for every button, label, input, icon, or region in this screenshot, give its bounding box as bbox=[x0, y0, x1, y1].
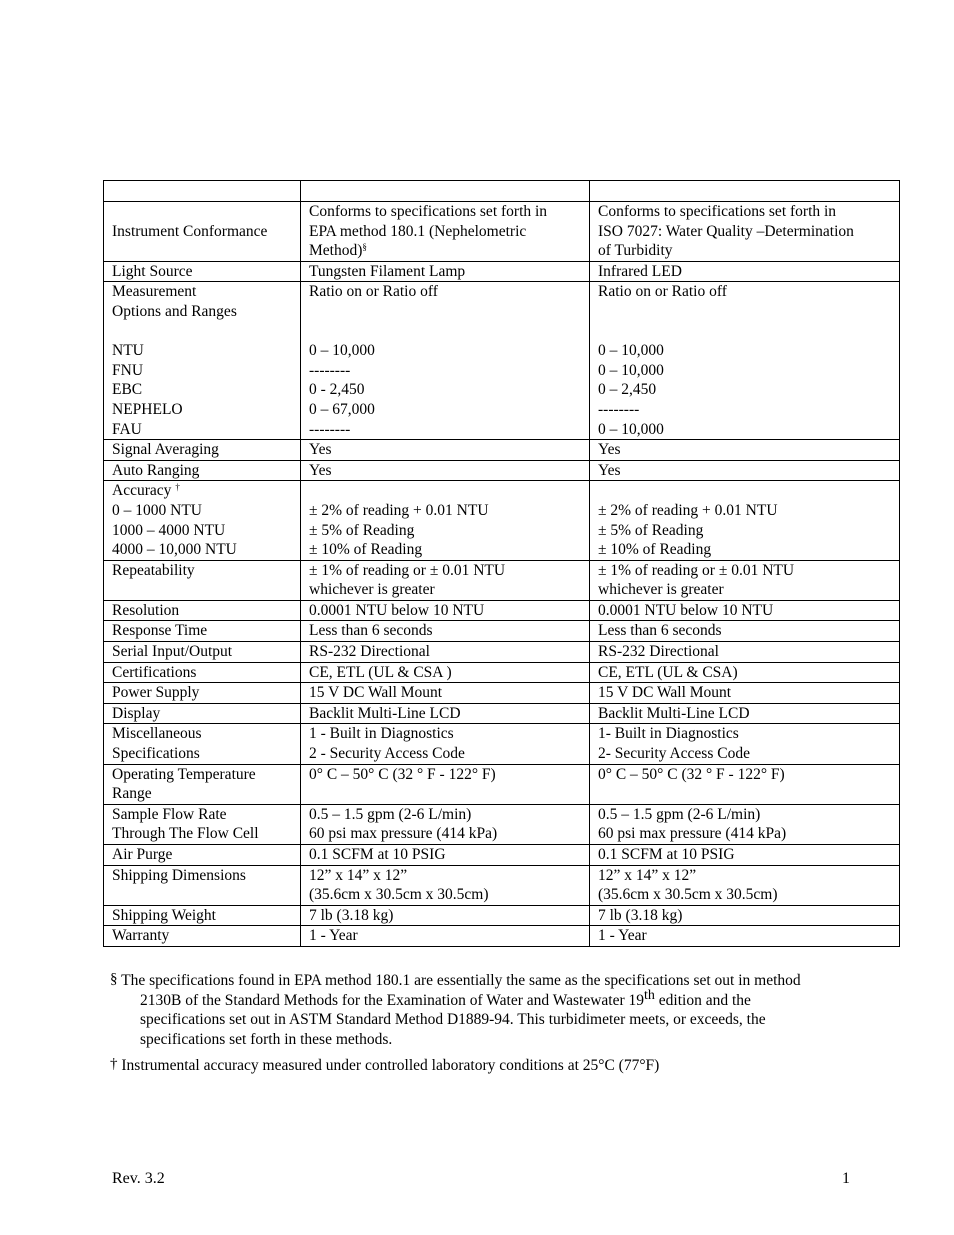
spec-value-iso-cell bbox=[590, 764, 900, 804]
footnote-section-line-1: The specifications found in EPA method 180.1 are essentially the same as the specifications set out in method bbox=[121, 972, 801, 989]
spec-label-line bbox=[112, 322, 300, 342]
spec-value-iso-line: ± 5% of Reading bbox=[598, 521, 704, 539]
spec-value-epa-line: Method)§ bbox=[309, 242, 367, 260]
spec-label-cell bbox=[104, 261, 301, 282]
footnote-reference-mark: § bbox=[362, 242, 367, 253]
table-row-light-source bbox=[104, 261, 900, 282]
table-row-sample-flow-rate bbox=[104, 804, 900, 844]
spec-label-line: Sample Flow Rate bbox=[112, 805, 227, 823]
spec-value-iso-line bbox=[598, 322, 899, 342]
spec-value-iso-cell bbox=[590, 662, 900, 683]
spec-label-line: Range bbox=[112, 785, 152, 803]
spec-value-epa-cell bbox=[301, 905, 590, 926]
spec-label-line: Resolution bbox=[112, 601, 180, 619]
spec-value-epa-cell bbox=[301, 282, 590, 440]
spec-value-epa-line: Less than 6 seconds bbox=[309, 622, 433, 640]
spec-value-epa-cell bbox=[301, 621, 590, 642]
table-row-serial-io bbox=[104, 642, 900, 663]
spec-value-epa-cell bbox=[301, 845, 590, 866]
spec-value-iso-cell bbox=[590, 202, 900, 262]
spec-value-epa-line: ± 5% of Reading bbox=[309, 521, 415, 539]
spec-label-cell bbox=[104, 804, 301, 844]
spec-value-epa-cell bbox=[301, 865, 590, 905]
spec-value-epa-line: Tungsten Filament Lamp bbox=[309, 262, 466, 280]
spec-value-iso-line: Less than 6 seconds bbox=[598, 622, 722, 640]
spec-value-epa-cell bbox=[301, 600, 590, 621]
spec-label-line: Through The Flow Cell bbox=[112, 825, 259, 843]
spec-label-line: Air Purge bbox=[112, 846, 173, 863]
spec-value-epa-cell bbox=[301, 560, 590, 600]
spec-value-epa-line: ± 2% of reading + 0.01 NTU bbox=[309, 501, 489, 519]
table-row-air-purge bbox=[104, 845, 900, 866]
spec-value-epa-line: 0 – 67,000 bbox=[309, 400, 375, 418]
spec-value-epa-line: EPA method 180.1 (Nephelometric bbox=[309, 222, 527, 240]
spec-value-epa-line: Yes bbox=[309, 461, 332, 479]
table-row-resolution bbox=[104, 600, 900, 621]
spec-value-iso-cell bbox=[590, 703, 900, 724]
spec-value-iso-line: 2- Security Access Code bbox=[598, 745, 750, 763]
spec-value-iso-line: 7 lb (3.18 kg) bbox=[598, 906, 683, 924]
spec-label-cell bbox=[104, 202, 301, 262]
spec-value-iso-cell bbox=[590, 804, 900, 844]
dagger-mark: † bbox=[110, 1056, 118, 1073]
spec-value-iso-line: 12” x 14” x 12” bbox=[598, 866, 697, 884]
spec-value-epa-line: 0 – 10,000 bbox=[309, 342, 375, 360]
table-row-signal-averaging bbox=[104, 440, 900, 461]
spec-value-epa-line: CE, ETL (UL & CSA ) bbox=[309, 663, 452, 681]
spec-value-iso-cell bbox=[590, 621, 900, 642]
footnote-dagger bbox=[110, 1055, 900, 1076]
footnote-section-line-2b: edition and the bbox=[654, 991, 751, 1009]
footnote-section-line-3: specifications set out in ASTM Standard Method D1889-94. This turbidimeter meets, or exceeds, the bbox=[140, 1011, 766, 1029]
spec-label-line: Auto Ranging bbox=[112, 461, 200, 479]
spec-value-iso-cell bbox=[590, 460, 900, 481]
spec-label-cell bbox=[104, 662, 301, 683]
spec-value-epa-line: 12” x 14” x 12” bbox=[309, 866, 408, 884]
spec-value-iso-line: ± 2% of reading + 0.01 NTU bbox=[598, 501, 778, 519]
spec-label-line: Response Time bbox=[112, 622, 208, 640]
spec-value-iso-cell bbox=[590, 845, 900, 866]
spec-value-iso-cell bbox=[590, 440, 900, 461]
spec-value-epa-line: 0° C – 50° C (32 ° F - 122° F) bbox=[309, 765, 496, 783]
spec-value-epa-line: 15 V DC Wall Mount bbox=[309, 684, 443, 702]
spec-value-iso-line: Yes bbox=[598, 461, 621, 479]
spec-label-cell bbox=[104, 865, 301, 905]
table-row-shipping-dimensions bbox=[104, 865, 900, 905]
spec-value-epa-cell bbox=[301, 683, 590, 704]
spec-label-line: FNU bbox=[112, 361, 144, 379]
spec-value-iso-line: 1 - Year bbox=[598, 927, 647, 945]
spec-label-cell bbox=[104, 683, 301, 704]
spec-value-iso-cell bbox=[590, 282, 900, 440]
spec-label-line: Warranty bbox=[112, 927, 170, 945]
spec-label-line: Signal Averaging bbox=[112, 441, 219, 459]
spec-value-iso-cell bbox=[590, 724, 900, 764]
spec-label-cell bbox=[104, 621, 301, 642]
table-row-auto-ranging bbox=[104, 460, 900, 481]
spec-value-epa-line: (35.6cm x 30.5cm x 30.5cm) bbox=[309, 886, 489, 904]
spec-value-iso-line: ISO 7027: Water Quality –Determination bbox=[598, 222, 854, 240]
footnote-dagger-text: Instrumental accuracy measured under controlled laboratory conditions at 25°C (77°F) bbox=[121, 1057, 660, 1075]
spec-value-epa-cell bbox=[301, 662, 590, 683]
spec-value-iso-line: whichever is greater bbox=[598, 581, 724, 599]
spec-value-iso-cell bbox=[590, 481, 900, 560]
spec-value-epa-cell bbox=[301, 703, 590, 724]
table-row-repeatability bbox=[104, 560, 900, 600]
spec-label-line: Serial Input/Output bbox=[112, 643, 233, 661]
revision-label: Rev. 3.2 bbox=[112, 1170, 165, 1187]
table-header-row bbox=[104, 181, 900, 202]
spec-value-iso-line: 0° C – 50° C (32 ° F - 122° F) bbox=[598, 765, 785, 783]
spec-label-cell bbox=[104, 764, 301, 804]
spec-value-epa-line: 2 - Security Access Code bbox=[309, 745, 465, 763]
spec-value-iso-cell bbox=[590, 926, 900, 947]
edition-superscript: th bbox=[644, 987, 655, 1003]
spec-value-epa-line: Backlit Multi-Line LCD bbox=[309, 704, 461, 722]
spec-label-line: Shipping Weight bbox=[112, 906, 216, 924]
spec-label-cell bbox=[104, 560, 301, 600]
spec-label-cell bbox=[104, 440, 301, 461]
spec-label-line: Light Source bbox=[112, 262, 193, 280]
spec-label-cell bbox=[104, 460, 301, 481]
spec-value-epa-line: 1 - Year bbox=[309, 927, 358, 945]
spec-value-epa-cell bbox=[301, 724, 590, 764]
table-row-display bbox=[104, 703, 900, 724]
spec-label-line: Operating Temperature bbox=[112, 765, 256, 783]
spec-value-epa-line: 0.0001 NTU below 10 NTU bbox=[309, 601, 485, 619]
spec-label-line: Miscellaneous bbox=[112, 725, 202, 743]
spec-label-line: Display bbox=[112, 704, 161, 722]
spec-value-iso-line: of Turbidity bbox=[598, 242, 673, 260]
spec-value-iso-line: Yes bbox=[598, 441, 621, 459]
spec-value-epa-line: 60 psi max pressure (414 kPa) bbox=[309, 825, 498, 843]
spec-value-epa-line: -------- bbox=[309, 420, 351, 438]
spec-value-epa-cell bbox=[301, 202, 590, 262]
section-mark: § bbox=[110, 971, 118, 987]
spec-value-epa-line: RS-232 Directional bbox=[309, 643, 430, 661]
spec-value-epa-cell bbox=[301, 926, 590, 947]
spec-value-epa-line: ± 1% of reading or ± 0.01 NTU bbox=[309, 561, 506, 579]
spec-value-iso-line: ± 1% of reading or ± 0.01 NTU bbox=[598, 561, 795, 579]
spec-label-cell bbox=[104, 926, 301, 947]
spec-value-iso-line: Ratio on or Ratio off bbox=[598, 283, 727, 301]
spec-value-iso-cell bbox=[590, 905, 900, 926]
spec-value-iso-line: -------- bbox=[598, 400, 640, 418]
spec-label-cell bbox=[104, 703, 301, 724]
spec-value-iso-line: Conforms to specifications set forth in bbox=[598, 203, 837, 220]
spec-value-iso-line bbox=[598, 302, 899, 322]
spec-value-epa-line: -------- bbox=[309, 361, 351, 379]
table-row-measurement-options bbox=[104, 282, 900, 440]
header-cell-empty bbox=[590, 181, 900, 202]
spec-value-iso-line: 0 – 10,000 bbox=[598, 342, 664, 360]
header-cell-empty bbox=[301, 181, 590, 202]
page-number: 1 bbox=[842, 1170, 850, 1187]
spec-label-line: 1000 – 4000 NTU bbox=[112, 521, 226, 539]
spec-value-epa-cell bbox=[301, 460, 590, 481]
spec-value-iso-cell bbox=[590, 261, 900, 282]
specifications-table bbox=[103, 180, 900, 947]
spec-value-iso-line: Backlit Multi-Line LCD bbox=[598, 704, 750, 722]
spec-value-epa-line: Ratio on or Ratio off bbox=[309, 283, 438, 301]
table-row-power-supply bbox=[104, 683, 900, 704]
spec-label-cell bbox=[104, 905, 301, 926]
spec-value-epa-line: 0.1 SCFM at 10 PSIG bbox=[309, 846, 446, 863]
spec-value-epa-line: 0 - 2,450 bbox=[309, 381, 365, 399]
spec-value-epa-line bbox=[309, 481, 589, 501]
spec-value-epa-cell bbox=[301, 804, 590, 844]
spec-label-line: FAU bbox=[112, 420, 142, 438]
spec-value-epa-cell bbox=[301, 764, 590, 804]
spec-label-line: Repeatability bbox=[112, 561, 195, 579]
spec-value-epa-cell bbox=[301, 481, 590, 560]
spec-label-cell bbox=[104, 481, 301, 560]
spec-value-iso-line: (35.6cm x 30.5cm x 30.5cm) bbox=[598, 886, 778, 904]
table-row-accuracy bbox=[104, 481, 900, 560]
spec-value-iso-line: RS-232 Directional bbox=[598, 643, 719, 661]
spec-value-iso-line: Infrared LED bbox=[598, 262, 682, 280]
spec-label-line: Certifications bbox=[112, 663, 197, 681]
table-row-response-time bbox=[104, 621, 900, 642]
spec-label-cell bbox=[104, 282, 301, 440]
spec-value-epa-cell bbox=[301, 261, 590, 282]
spec-label-line: Shipping Dimensions bbox=[112, 866, 246, 884]
spec-value-iso-line: 0.0001 NTU below 10 NTU bbox=[598, 601, 774, 619]
spec-value-epa-line: ± 10% of Reading bbox=[309, 541, 423, 559]
spec-label-line: EBC bbox=[112, 381, 143, 399]
table-row-misc-specs bbox=[104, 724, 900, 764]
spec-value-iso-line: 0 – 10,000 bbox=[598, 420, 664, 438]
spec-value-iso-line: 0 – 2,450 bbox=[598, 381, 657, 399]
spec-value-iso-line: 0.5 – 1.5 gpm (2-6 L/min) bbox=[598, 805, 761, 823]
spec-value-iso-line: 15 V DC Wall Mount bbox=[598, 684, 732, 702]
spec-label-cell bbox=[104, 724, 301, 764]
spec-label-line: 4000 – 10,000 NTU bbox=[112, 541, 237, 559]
table-row-instrument-conformance bbox=[104, 202, 900, 262]
table-row-warranty bbox=[104, 926, 900, 947]
footnote-reference-mark: † bbox=[175, 482, 180, 493]
spec-label-line: Power Supply bbox=[112, 684, 200, 702]
footnote-section-line-2 bbox=[110, 987, 900, 1011]
spec-value-iso-line: 1- Built in Diagnostics bbox=[598, 725, 739, 743]
footnote-section-line-4: specifications set forth in these methods. bbox=[140, 1030, 393, 1048]
spec-value-iso-cell bbox=[590, 683, 900, 704]
spec-label-line: Measurement bbox=[112, 283, 197, 301]
spec-value-iso-line: ± 10% of Reading bbox=[598, 541, 712, 559]
table-row-certifications bbox=[104, 662, 900, 683]
spec-label-line: NEPHELO bbox=[112, 400, 183, 418]
spec-value-iso-line: 0 – 10,000 bbox=[598, 361, 664, 379]
spec-value-epa-line: 7 lb (3.18 kg) bbox=[309, 906, 394, 924]
spec-label-cell bbox=[104, 845, 301, 866]
spec-label-line: NTU bbox=[112, 342, 144, 360]
spec-value-epa-cell bbox=[301, 642, 590, 663]
spec-value-epa-line bbox=[309, 302, 589, 322]
spec-value-epa-line: 0.5 – 1.5 gpm (2-6 L/min) bbox=[309, 805, 472, 823]
spec-label-cell bbox=[104, 642, 301, 663]
spec-value-epa-line: 1 - Built in Diagnostics bbox=[309, 725, 454, 743]
footnote-section-line-2a: 2130B of the Standard Methods for the Examination of Water and Wastewater 19 bbox=[140, 991, 644, 1009]
spec-label-cell bbox=[104, 600, 301, 621]
spec-label-line: Options and Ranges bbox=[112, 302, 237, 320]
spec-value-epa-line: Conforms to specifications set forth in bbox=[309, 203, 548, 220]
footnote-section bbox=[110, 970, 900, 1049]
spec-label-line: Specifications bbox=[112, 745, 200, 763]
spec-label-line: 0 – 1000 NTU bbox=[112, 501, 202, 519]
spec-value-iso-cell bbox=[590, 865, 900, 905]
spec-value-epa-line bbox=[309, 322, 589, 342]
table-row-shipping-weight bbox=[104, 905, 900, 926]
header-cell-empty bbox=[104, 181, 301, 202]
spec-label-line: Accuracy † bbox=[112, 482, 180, 500]
spec-value-iso-cell bbox=[590, 560, 900, 600]
spec-value-epa-cell bbox=[301, 440, 590, 461]
spec-value-epa-line: Yes bbox=[309, 441, 332, 459]
spec-value-iso-cell bbox=[590, 642, 900, 663]
spec-value-iso-line bbox=[598, 481, 899, 501]
spec-value-epa-line: whichever is greater bbox=[309, 581, 435, 599]
spec-value-iso-cell bbox=[590, 600, 900, 621]
specifications-table-body bbox=[104, 181, 900, 947]
spec-value-iso-line: 60 psi max pressure (414 kPa) bbox=[598, 825, 787, 843]
table-row-operating-temp bbox=[104, 764, 900, 804]
spec-label-line: Instrument Conformance bbox=[112, 222, 268, 240]
spec-value-iso-line: CE, ETL (UL & CSA) bbox=[598, 663, 738, 681]
spec-value-iso-line: 0.1 SCFM at 10 PSIG bbox=[598, 846, 735, 863]
footnotes bbox=[110, 970, 900, 1076]
